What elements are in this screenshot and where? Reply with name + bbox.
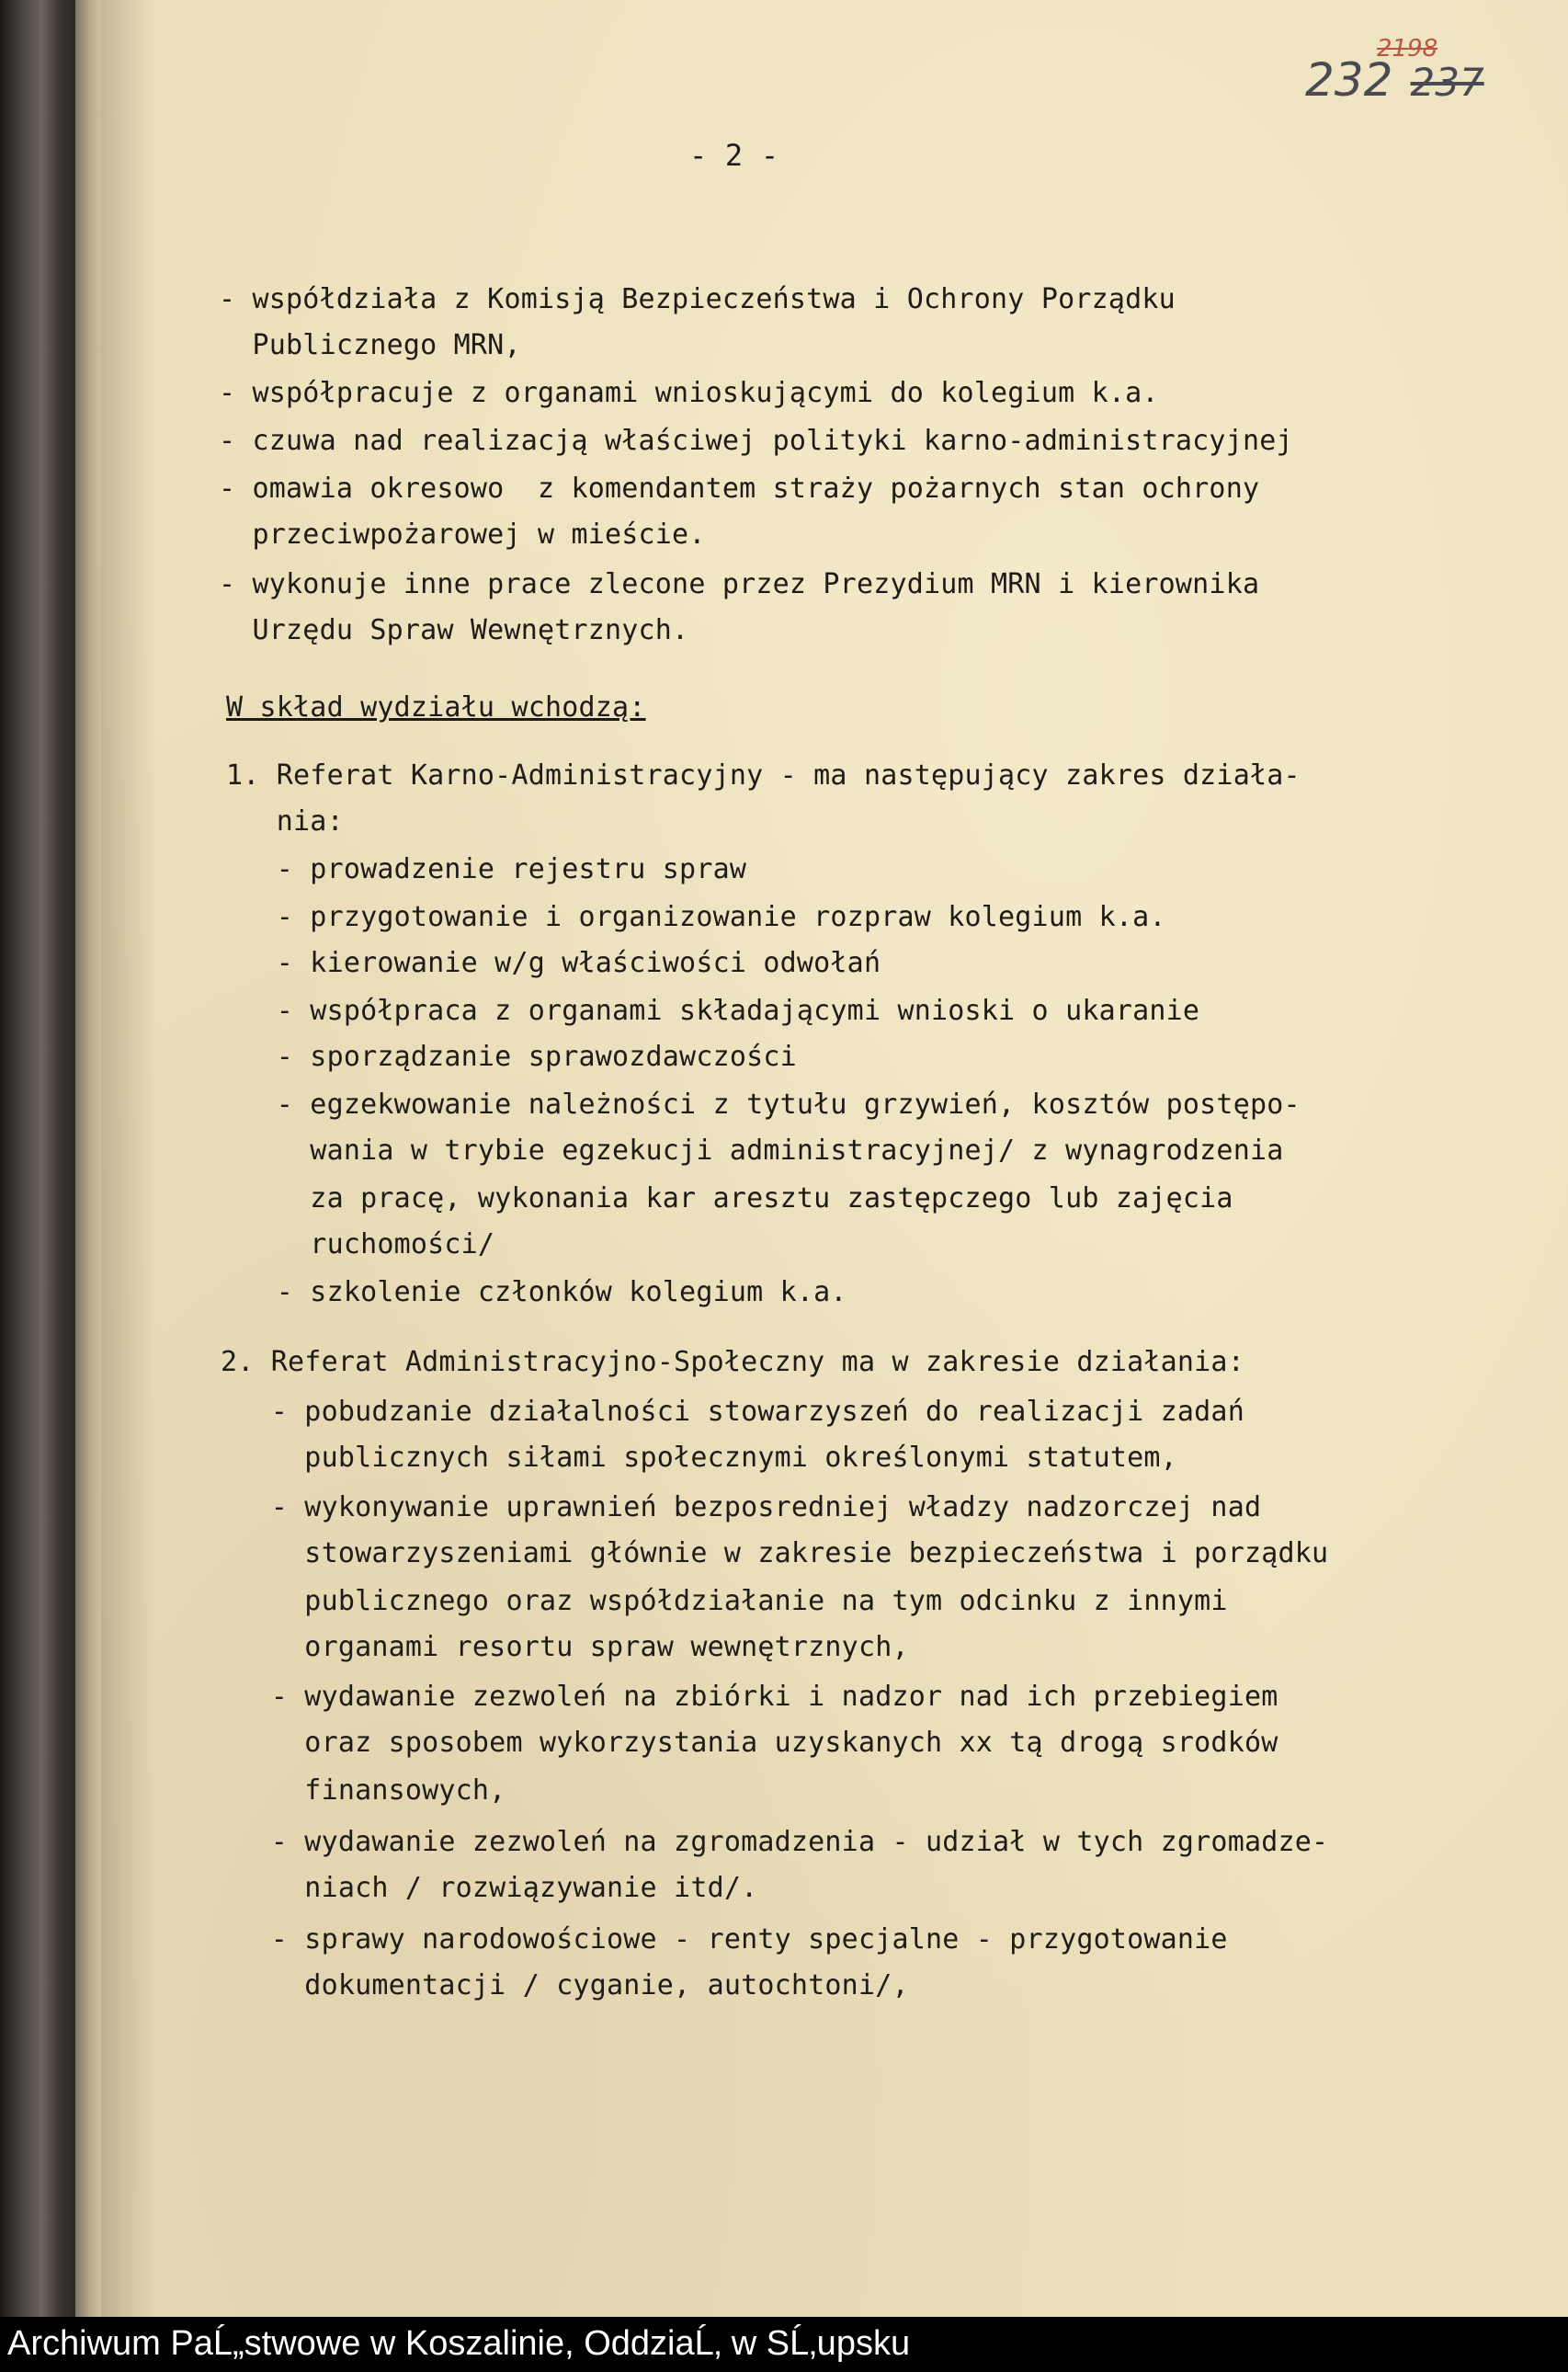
archive-caption-bar <box>0 2317 1568 2372</box>
text-line: - szkolenie członków kolegium k.a. <box>226 1276 847 1308</box>
folio-current: 232 <box>1305 53 1393 107</box>
text-line: ruchomości/ <box>226 1228 495 1260</box>
text-line: za pracę, wykonania kar aresztu zastępczego lub zajęcia <box>226 1182 1233 1215</box>
text-line: publicznych siłami społecznymi określonymi statutem, <box>221 1442 1177 1474</box>
document-page <box>101 0 1568 2317</box>
folio-number <box>1305 35 1484 107</box>
text-line: - egzekwowanie należności z tytułu grzywień, kosztów postępo- <box>226 1089 1301 1121</box>
text-line: - kierowanie w/g właściwości odwołań <box>226 947 881 979</box>
text-line: - prowadzenie rejestru spraw <box>226 853 747 885</box>
text-line: 1. Referat Karno-Administracyjny - ma następujący zakres działa- <box>226 759 1301 792</box>
text-line: - czuwa nad realizacją właściwej polityki karno-administracyjnej <box>219 425 1293 457</box>
page-shadow <box>101 0 156 2317</box>
text-line: dokumentacji / cyganie, autochtoni/, <box>221 1969 909 2001</box>
text-line: Publicznego MRN, <box>219 329 521 361</box>
text-line: stowarzyszeniami głównie w zakresie bezpieczeństwa i porządku <box>221 1537 1329 1569</box>
text-line: - wydawanie zezwoleń na zbiórki i nadzor nad ich przebiegiem <box>221 1681 1278 1713</box>
folio-previous: 237 <box>1410 60 1484 105</box>
section-heading: W skład wydziału wchodzą: <box>226 691 646 724</box>
text-line: - sporządzanie sprawozdawczości <box>226 1041 797 1073</box>
text-line: - pobudzanie działalności stowarzyszeń do realizacji zadań <box>221 1396 1244 1428</box>
text-line: - sprawy narodowościowe - renty specjalne - przygotowanie <box>221 1923 1228 1956</box>
text-line: organami resortu spraw wewnętrznych, <box>221 1631 909 1663</box>
text-line: 2. Referat Administracyjno-Społeczny ma w zakresie działania: <box>221 1346 1244 1378</box>
text-line: oraz sposobem wykorzystania uzyskanych xx tą drogą srodków <box>221 1727 1278 1759</box>
text-line: - przygotowanie i organizowanie rozpraw kolegium k.a. <box>226 901 1166 933</box>
text-line: - współdziała z Komisją Bezpieczeństwa i Ochrony Porządku <box>219 283 1176 315</box>
text-line: wania w trybie egzekucji administracyjnej/ z wynagrodzenia <box>226 1135 1284 1167</box>
text-line: - współpracuje z organami wnioskującymi do kolegium k.a. <box>219 377 1159 409</box>
text-line: finansowych, <box>221 1774 506 1807</box>
archive-caption: Archiwum PaĹ„stwowe w Koszalinie, OddziaĹ‚ w SĹ‚upsku <box>7 2324 911 2363</box>
text-line: Urzędu Spraw Wewnętrznych. <box>219 614 689 646</box>
text-line: nia: <box>226 805 344 838</box>
text-line: - omawia okresowo z komendantem straży pożarnych stan ochrony <box>219 473 1260 505</box>
text-line: - wykonuje inne prace zlecone przez Prezydium MRN i kierownika <box>219 568 1260 600</box>
text-line: - wydawanie zezwoleń na zgromadzenia - udział w tych zgromadze- <box>221 1826 1329 1858</box>
page-number: - 2 - <box>689 138 779 173</box>
text-line: - współpraca z organami składającymi wnioski o ukaranie <box>226 995 1200 1027</box>
text-line: - wykonywanie uprawnień bezposredniej władzy nadzorczej nad <box>221 1491 1262 1523</box>
binder-spine <box>0 0 75 2317</box>
text-line: publicznego oraz współdziałanie na tym odcinku z innymi <box>221 1585 1228 1617</box>
folio-old: 2198 <box>1377 35 1438 63</box>
text-line: przeciwpożarowej w mieście. <box>219 519 706 551</box>
text-line: niach / rozwiązywanie itd/. <box>221 1872 758 1904</box>
